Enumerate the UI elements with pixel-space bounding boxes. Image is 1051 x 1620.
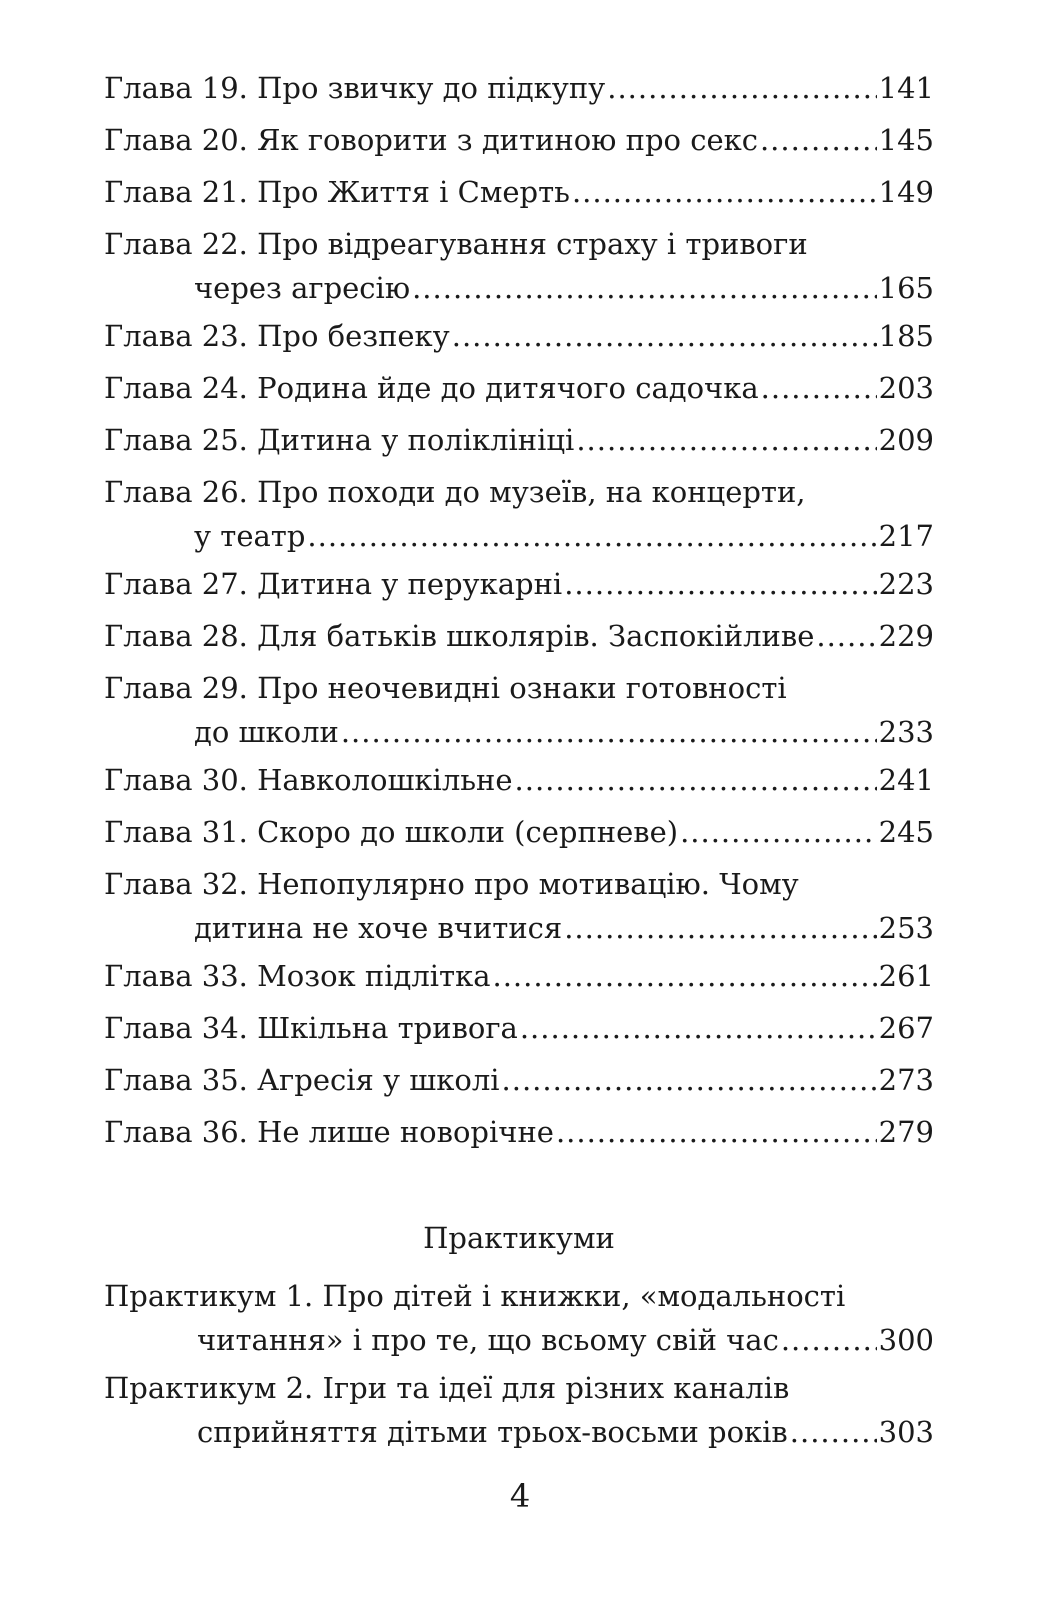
entry-label: Глава 36.: [104, 1115, 248, 1149]
dot-leader: [564, 562, 876, 606]
chapter-entry: [104, 810, 934, 862]
entry-label: Глава 21.: [104, 175, 248, 209]
entry-line: [104, 1366, 934, 1410]
entry-page-number: 253: [878, 911, 934, 945]
entry-page-number: 145: [878, 123, 934, 157]
entry-label: Глава 27.: [104, 567, 248, 601]
dot-leader: [341, 710, 877, 754]
entry-line: [104, 470, 934, 514]
entry-title: Не лише новорічне: [257, 1115, 554, 1149]
entry-title-continued: до школи: [194, 715, 339, 749]
entry-line-continued: [104, 266, 934, 310]
dot-leader: [680, 810, 877, 854]
entry-line: [104, 314, 934, 358]
entry-title: Про Життя і Смерть: [257, 175, 570, 209]
dot-leader: [412, 266, 877, 310]
entry-line: [104, 418, 934, 462]
table-of-contents: [104, 66, 934, 1458]
chapter-list: [104, 66, 934, 1162]
entry-line: [104, 1058, 934, 1102]
entry-line: [104, 118, 934, 162]
entry-page-number: 185: [878, 319, 934, 353]
entry-title: Дитина у перукарні: [257, 567, 563, 601]
entry-line-continued: [104, 1410, 934, 1454]
entry-page-number: 279: [878, 1115, 934, 1149]
entry-label: Глава 24.: [104, 371, 248, 405]
dot-leader: [515, 758, 877, 802]
entry-title: Непопулярно про мотивацію. Чому: [257, 867, 799, 901]
entry-line: [104, 1006, 934, 1050]
entry-label: Глава 25.: [104, 423, 248, 457]
entry-line: [104, 758, 934, 802]
section-title: Практикуми: [423, 1221, 615, 1255]
chapter-entry: [104, 758, 934, 810]
entry-title: Ігри та ідеї для різних каналів: [322, 1371, 790, 1405]
entry-line: [104, 666, 934, 710]
entry-page-number: 217: [878, 519, 934, 553]
entry-line: [104, 222, 934, 266]
entry-title: Про походи до музеїв, на концерти,: [257, 475, 806, 509]
entry-line-continued: [104, 906, 934, 950]
dot-leader: [564, 906, 876, 950]
entry-line-continued: [104, 710, 934, 754]
entry-line-continued: [104, 1318, 934, 1362]
entry-title: Про звичку до підкупу: [257, 71, 606, 105]
entry-line: [104, 170, 934, 214]
entry-label: Практикум 1.: [104, 1279, 314, 1313]
chapter-entry: [104, 562, 934, 614]
dot-leader: [452, 314, 877, 358]
entry-page-number: 261: [878, 959, 934, 993]
entry-page-number: 273: [878, 1063, 934, 1097]
dot-leader: [790, 1410, 877, 1454]
entry-label: Глава 34.: [104, 1011, 248, 1045]
dot-leader: [520, 1006, 877, 1050]
entry-title: Родина йде до дитячого садочка: [257, 371, 759, 405]
chapter-entry: [104, 366, 934, 418]
dot-leader: [781, 1318, 877, 1362]
entry-page-number: 233: [878, 715, 934, 749]
entry-title: Скоро до школи (серпневе): [257, 815, 679, 849]
entry-label: Глава 32.: [104, 867, 248, 901]
entry-line: [104, 1110, 934, 1154]
entry-label: Глава 28.: [104, 619, 248, 653]
entry-label: Глава 29.: [104, 671, 248, 705]
entry-page-number: 165: [878, 271, 934, 305]
page-number: 4: [509, 1477, 531, 1515]
chapter-entry: [104, 1058, 934, 1110]
entry-page-number: 267: [878, 1011, 934, 1045]
chapter-entry: [104, 170, 934, 222]
entry-label: Практикум 2.: [104, 1371, 314, 1405]
entry-label: Глава 31.: [104, 815, 248, 849]
entry-label: Глава 22.: [104, 227, 248, 261]
entry-label: Глава 26.: [104, 475, 248, 509]
practicum-entry: [104, 1366, 934, 1458]
chapter-entry: [104, 1110, 934, 1162]
chapter-entry: [104, 418, 934, 470]
chapter-entry: [104, 666, 934, 758]
dot-leader: [572, 170, 877, 214]
dot-leader: [556, 1110, 877, 1154]
entry-title: Дитина у поліклініці: [257, 423, 575, 457]
dot-leader: [307, 514, 876, 558]
entry-page-number: 229: [878, 619, 934, 653]
chapter-entry: [104, 118, 934, 170]
dot-leader: [502, 1058, 877, 1102]
dot-leader: [607, 66, 876, 110]
entry-line: [104, 810, 934, 854]
entry-title-continued: читання» і про те, що всьому свій час: [197, 1323, 779, 1357]
entry-label: Глава 20.: [104, 123, 248, 157]
entry-title: Агресія у школі: [257, 1063, 500, 1097]
entry-title: Як говорити з дитиною про секс: [257, 123, 758, 157]
chapter-entry: [104, 614, 934, 666]
entry-line: [104, 862, 934, 906]
chapter-entry: [104, 1006, 934, 1058]
chapter-entry: [104, 222, 934, 314]
entry-label: Глава 30.: [104, 763, 248, 797]
entry-title: Про безпеку: [257, 319, 450, 353]
dot-leader: [492, 954, 876, 998]
chapter-entry: [104, 862, 934, 954]
entry-title: Шкільна тривога: [257, 1011, 518, 1045]
entry-page-number: 141: [878, 71, 934, 105]
entry-label: Глава 33.: [104, 959, 248, 993]
entry-page-number: 149: [878, 175, 934, 209]
entry-title: Про відреагування страху і тривоги: [257, 227, 808, 261]
dot-leader: [761, 366, 877, 410]
entry-line-continued: [104, 514, 934, 558]
entry-line: [104, 1274, 934, 1318]
entry-line: [104, 614, 934, 658]
entry-title-continued: дитина не хоче вчитися: [194, 911, 563, 945]
chapter-entry: [104, 314, 934, 366]
entry-page-number: 223: [878, 567, 934, 601]
entry-page-number: 203: [878, 371, 934, 405]
chapter-entry: [104, 66, 934, 118]
entry-title-continued: через агресію: [194, 271, 411, 305]
entry-page-number: 241: [878, 763, 934, 797]
practicum-entry: [104, 1274, 934, 1366]
entry-title: Про дітей і книжки, «модальності: [322, 1279, 846, 1313]
entry-label: Глава 23.: [104, 319, 248, 353]
entry-line: [104, 366, 934, 410]
dot-leader: [576, 418, 876, 462]
entry-page-number: 245: [878, 815, 934, 849]
dot-leader: [760, 118, 877, 162]
entry-title: Навколошкільне: [257, 763, 513, 797]
entry-page-number: 209: [878, 423, 934, 457]
chapter-entry: [104, 954, 934, 1006]
dot-leader: [816, 614, 876, 658]
entry-line: [104, 66, 934, 110]
entry-page-number: 300: [878, 1323, 934, 1357]
entry-title-continued: у театр: [194, 519, 306, 553]
entry-label: Глава 35.: [104, 1063, 248, 1097]
entry-line: [104, 954, 934, 998]
entry-label: Глава 19.: [104, 71, 248, 105]
entry-page-number: 303: [878, 1415, 934, 1449]
entry-title-continued: сприйняття дітьми трьох-восьми років: [197, 1415, 788, 1449]
practicum-list: [104, 1274, 934, 1458]
chapter-entry: [104, 470, 934, 562]
entry-title: Про неочевидні ознаки готовності: [257, 671, 787, 705]
entry-title: Для батьків школярів. Заспокійливе: [257, 619, 815, 653]
entry-line: [104, 562, 934, 606]
entry-title: Мозок підлітка: [257, 959, 491, 993]
